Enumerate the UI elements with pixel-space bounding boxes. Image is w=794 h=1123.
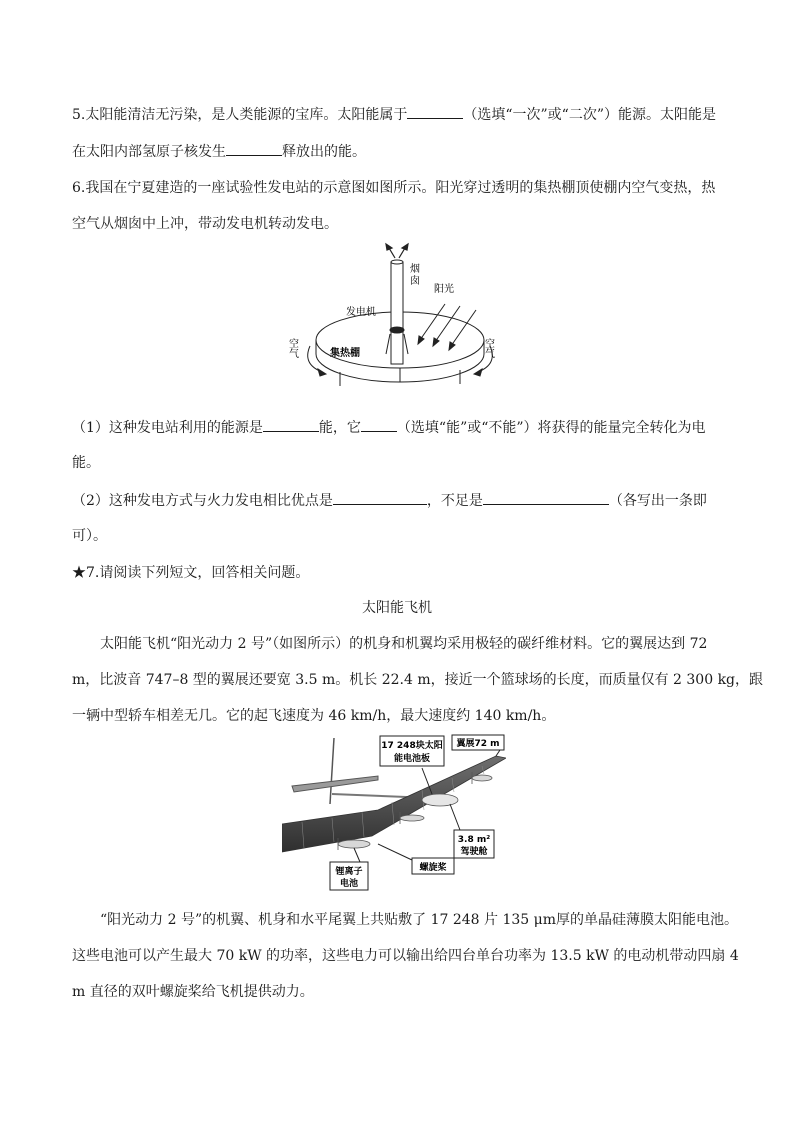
solar-chimney-diagram xyxy=(282,242,522,400)
air-left-label: 空气 xyxy=(286,338,298,358)
svg-text:能电池板: 能电池板 xyxy=(393,754,431,764)
chimney-shape xyxy=(391,260,403,364)
q6-text: 能，它 xyxy=(318,420,361,436)
article-p1-line-1: 太阳能飞机“阳光动力 2 号”（如图所示）的机身和机翼均采用极轻的碳纤维材料。它的翼展达到 72 xyxy=(100,636,708,652)
chimney-label: 烟囱 xyxy=(410,264,420,287)
q6-sub2-line-2: 可）。 xyxy=(72,528,107,544)
solar-plane-illustration xyxy=(282,732,506,900)
label-panels xyxy=(380,736,444,766)
q6-line-2: 空气从烟囱中上冲，带动发电机转动发电。 xyxy=(72,216,338,232)
q5-line-2 xyxy=(72,141,366,162)
air-right-label: 空气 xyxy=(482,338,494,358)
q6-line-1: 6.我国在宁夏建造的一座试验性发电站的示意图如图所示。阳光穿过透明的集热棚顶使棚内空气变热，热 xyxy=(72,180,716,196)
q7-intro: ★7.请阅读下列短文，回答相关问题。 xyxy=(72,565,310,581)
svg-text:电池: 电池 xyxy=(339,879,359,889)
svg-text:螺旋桨: 螺旋桨 xyxy=(419,863,447,873)
q6-text: （各写出一条即 xyxy=(608,493,707,509)
answer-blank[interactable] xyxy=(263,417,319,432)
q6-text: （1）这种发电站利用的能源是 xyxy=(72,420,263,436)
answer-blank[interactable] xyxy=(407,104,463,119)
q5-text: 5.太阳能清洁无污染，是人类能源的宝库。太阳能属于 xyxy=(72,107,408,123)
label-span xyxy=(452,735,504,750)
answer-blank[interactable] xyxy=(483,490,609,505)
sunlight-label: 阳光 xyxy=(434,284,454,295)
answer-blank[interactable] xyxy=(361,417,397,432)
q5-text: 在太阳内部氢原子核发生 xyxy=(72,144,226,160)
q5-text: （选填“一次”或“二次”）能源。太阳能是 xyxy=(463,107,716,123)
article-p2-line-3: m 直径的双叶螺旋桨给飞机提供动力。 xyxy=(72,984,314,1000)
q5-text: 释放出的能。 xyxy=(282,144,366,160)
q6-text: （选填“能”或“不能”）将获得的能量完全转化为电 xyxy=(396,420,706,436)
q6-sub1-line-2: 能。 xyxy=(72,455,100,471)
answer-blank[interactable] xyxy=(226,141,282,156)
article-p1-line-2: m，比波音 747–8 型的翼展还要宽 3.5 m。机长 22.4 m，接近一个篮球场的长度，而质量仅有 2 300 kg，跟 xyxy=(72,672,764,688)
svg-text:驾驶舱: 驾驶舱 xyxy=(460,847,488,857)
label-propeller xyxy=(412,858,454,874)
article-p1-line-3: 一辆中型轿车相差无几。它的起飞速度为 46 km/h，最大速度约 140 km/h。 xyxy=(72,708,556,724)
answer-blank[interactable] xyxy=(333,490,427,505)
svg-text:3.8 m²: 3.8 m² xyxy=(457,835,491,845)
label-battery xyxy=(330,862,368,890)
article-p2-line-2: 这些电池可以产生最大 70 kW 的功率，这些电力可以输出给四台单台功率为 13.5 kW 的电动机带动四扇 4 xyxy=(72,948,739,964)
article-title: 太阳能飞机 xyxy=(362,600,432,616)
svg-text:锂离子: 锂离子 xyxy=(335,867,363,877)
q6-text: ，不足是 xyxy=(426,493,483,509)
generator-label: 发电机 xyxy=(346,307,376,318)
q6-sub1-line-1 xyxy=(72,417,706,438)
exhaust-arrows xyxy=(386,244,408,258)
greenhouse-label: 集热棚 xyxy=(330,348,360,359)
label-cockpit xyxy=(454,830,494,858)
sunlight-arrows xyxy=(418,304,476,350)
q6-sub2-line-1 xyxy=(72,490,707,511)
svg-text:翼展72 m: 翼展72 m xyxy=(456,739,500,749)
cockpit-gondola xyxy=(422,794,458,806)
q5-line-1 xyxy=(72,104,716,125)
q6-text: （2）这种发电方式与火力发电相比优点是 xyxy=(72,493,333,509)
svg-text:17 248块太阳: 17 248块太阳 xyxy=(381,741,443,751)
article-p2-line-1: “阳光动力 2 号”的机翼、机身和水平尾翼上共贴敷了 17 248 片 135 μm厚的单晶硅薄膜太阳能电池。 xyxy=(100,912,739,928)
